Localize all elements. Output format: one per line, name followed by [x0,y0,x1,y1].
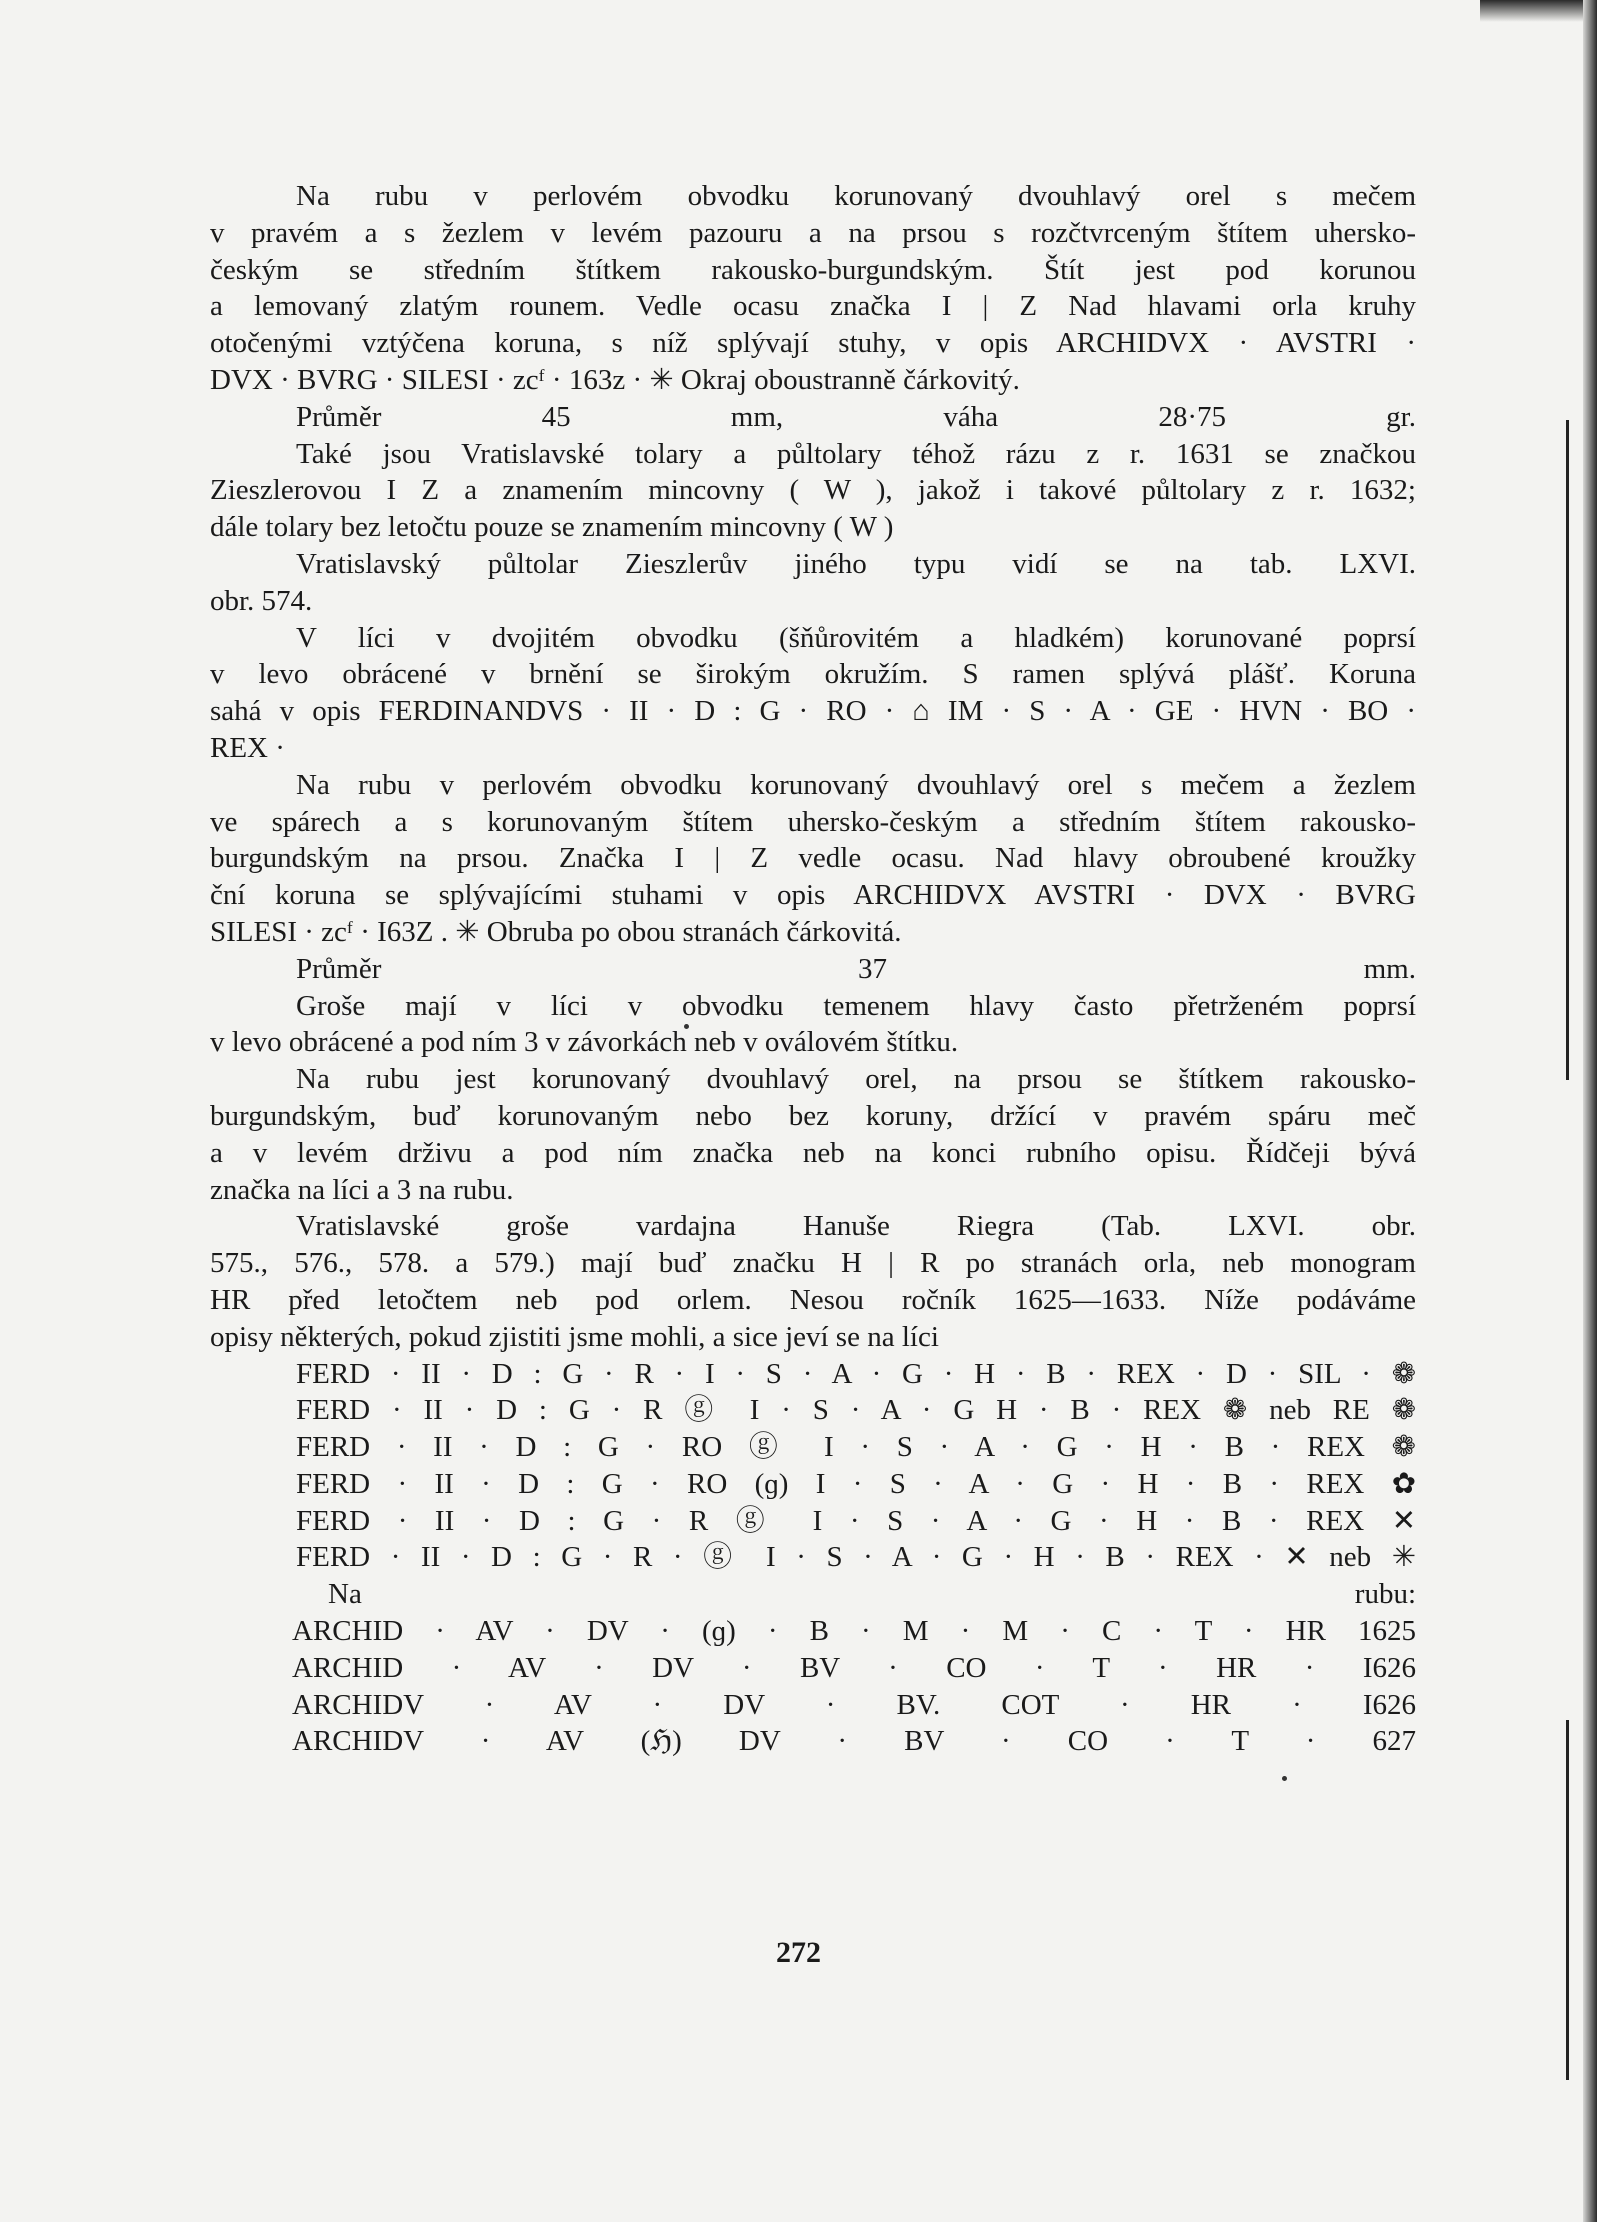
paragraph-line: a v levém drživu a pod ním značka neb na konci rubního opisu. Řídčeji bývá [210,1136,1416,1169]
diameter-weight: Průměr 45 mm, váha 28·75 gr. [296,400,1416,433]
paragraph-line: V líci v dvojitém obvodku (šňůrovitém a hladkém) korunované poprsí [296,621,1416,654]
paragraph-line: dále tolary bez letočtu pouze se znamením mincovny ( W ) [210,511,894,544]
obverse-legend: FERD · II · D : G · R · I · S · A · G · H · B · REX · D · SIL · ❁ [296,1357,1416,1390]
paragraph-line: Na rubu jest korunovaný dvouhlavý orel, na prsou se štítkem rakousko- [296,1063,1416,1096]
reverse-legend: ARCHID · AV · DV · BV · CO · T · HR · I626 [292,1651,1416,1684]
paragraph-line: burgundským, buď korunovaným nebo bez koruny, držící v pravém spáru meč [210,1099,1416,1132]
obverse-legend: FERD · II · D : G · R ⓖ I · S · A · G · H · B · REX ✕ [296,1504,1416,1537]
paragraph-line: českým se středním štítkem rakousko-burgundským. Štít jest pod korunou [210,253,1416,286]
reverse-legend: ARCHIDV · AV (ℌ) DV · BV · CO · T · 627 [292,1725,1416,1758]
obverse-legend: FERD · II · D : G · R · ⓖ I · S · A · G · H · B · REX · ✕ neb ✳ [296,1541,1416,1574]
paragraph-line: otočenými vztýčena koruna, s níž splývají stuhy, v opis ARCHIDVX · AVSTRI · [210,327,1416,360]
obverse-legend: FERD · II · D : G · RO (ɡ) I · S · A · G · H · B · REX ✿ [296,1467,1416,1500]
reverse-label: Na rubu: [328,1578,1416,1611]
paragraph-line: a lemovaný zlatým rounem. Vedle ocasu značka I | Z Nad hlavami orla kruhy [210,290,1416,323]
paragraph-line: v levo obrácené v brnění se širokým okružím. S ramen splývá plášť. Koruna [210,658,1416,691]
paragraph-line: v pravém a s žezlem v levém pazouru a na prsou s rozčtvrceným štítem uhersko- [210,216,1416,249]
paragraph-line: Vratislavské groše vardajna Hanuše Riegra (Tab. LXVI. obr. [296,1210,1416,1243]
paragraph-line: Na rubu v perlovém obvodku korunovaný dvouhlavý orel s mečem a žezlem [296,768,1416,801]
paragraph-line: SILESI · zcᶠ · I63Z . ✳ Obruba po obou stranách čárkovitá. [210,915,902,948]
scan-edge-right [1583,0,1597,2222]
paragraph-line: DVX · BVRG · SILESI · zcᶠ · 163z · ✳ Okraj oboustranně čárkovitý. [210,363,1020,396]
paragraph-line: sahá v opis FERDINANDVS · II · D : G · RO · ⌂ IM · S · A · GE · HVN · BO · [210,695,1416,728]
margin-rule [1566,420,1569,1080]
paragraph-line: HR před letočtem neb pod orlem. Nesou ročník 1625—1633. Níže podáváme [210,1283,1416,1316]
paragraph-line: burgundským na prsou. Značka I | Z vedle ocasu. Nad hlavy obroubené kroužky [210,842,1416,875]
paragraph-line: Zieszlerovou I Z a znamením mincovny ( W ), jakož i takové půltolary z r. 1632; [210,474,1416,507]
paragraph-line: opisy některých, pokud zjistiti jsme mohli, a sice jeví se na líci [210,1320,939,1353]
obverse-legend: FERD · II · D : G · R ⓖ I · S · A · G H · B · REX ❁ neb RE ❁ [296,1394,1416,1427]
paragraph-line: v levo obrácené a pod ním 3 v závorkách neb v oválovém štítku. [210,1026,959,1059]
page-text [210,178,1416,1760]
scan-speck [1282,1776,1287,1781]
reverse-legend: ARCHIDV · AV · DV · BV. COT · HR · I626 [292,1688,1416,1721]
paragraph-line: značka na líci a 3 na rubu. [210,1173,514,1206]
paragraph-line: Groše mají v líci v obvodku temenem hlavy často přetrženém poprsí [296,989,1416,1022]
paragraph-line: REX · [210,731,285,764]
scan-edge-top [1480,0,1597,22]
paragraph-line: ve spárech a s korunovaným štítem uhersko-českým a středním štítem rakousko- [210,805,1416,838]
margin-rule [1566,1720,1569,2080]
paragraph-line: obr. 574. [210,584,313,617]
paragraph-line: Také jsou Vratislavské tolary a půltolary téhož rázu z r. 1631 se značkou [296,437,1416,470]
paragraph-line: ční koruna se splývajícími stuhami v opis ARCHIDVX AVSTRI · DVX · BVRG [210,879,1416,912]
paragraph-line: 575., 576., 578. a 579.) mají buď značku H | R po stranách orla, neb monogram [210,1247,1416,1280]
diameter: Průměr 37 mm. [296,952,1416,985]
reverse-legend: ARCHID · AV · DV · (ɡ) · B · M · M · C · T · HR 1625 [292,1615,1416,1648]
obverse-legend: FERD · II · D : G · RO ⓖ I · S · A · G · H · B · REX ❁ [296,1431,1416,1464]
page-number: 272 [776,1936,821,1969]
paragraph-line: Vratislavský půltolar Zieszlerův jiného typu vidí se na tab. LXVI. [296,547,1416,580]
paragraph-line: Na rubu v perlovém obvodku korunovaný dvouhlavý orel s mečem [296,180,1416,212]
